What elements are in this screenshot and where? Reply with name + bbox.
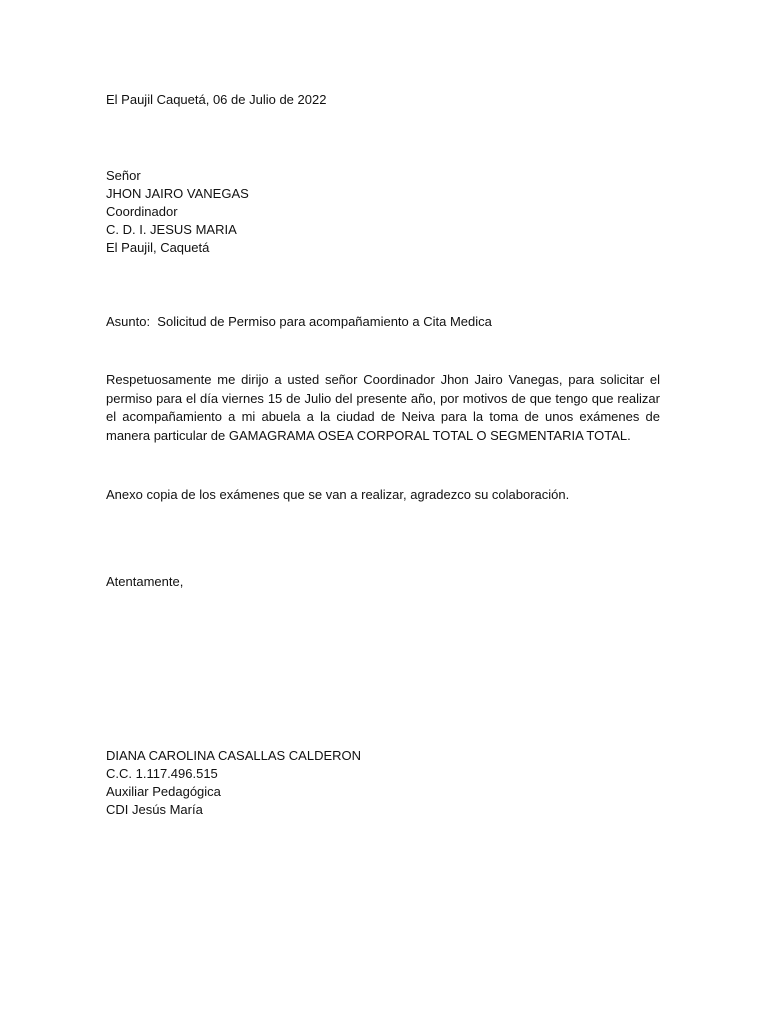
date-line [106,91,660,109]
signature-block [106,747,660,819]
subject-line [106,313,660,331]
subject-text: Asunto: Solicitud de Permiso para acompañamiento a Cita Medica [106,314,492,329]
recipient-block [106,167,660,257]
annex-paragraph [106,486,660,504]
closing-line [106,573,660,591]
recipient-position: Coordinador [106,204,178,219]
signer-id: C.C. 1.117.496.515 [106,766,218,781]
date-text: El Paujil Caquetá, 06 de Julio de 2022 [106,92,327,107]
body-text: Respetuosamente me dirijo a usted señor Coordinador Jhon Jairo Vanegas, para solicitar el permiso para el día viernes 15 de Julio del presente año, por motivos de que tengo que realizar el acompañamiento a mi abuela a la ciudad de Neiva para la toma de unos exámenes de manera particular de GAMAGRAMA OSEA CORPORAL TOTAL O SEGMENTARIA TOTAL. [106,372,660,443]
body-paragraph [106,371,660,445]
recipient-salutation: Señor [106,168,141,183]
recipient-name: JHON JAIRO VANEGAS [106,186,249,201]
recipient-location: El Paujil, Caquetá [106,240,210,255]
signer-role: Auxiliar Pedagógica [106,784,221,799]
annex-text: Anexo copia de los exámenes que se van a realizar, agradezco su colaboración. [106,487,570,502]
closing-text: Atentamente, [106,574,184,589]
signer-name: DIANA CAROLINA CASALLAS CALDERON [106,748,362,763]
recipient-institution: C. D. I. JESUS MARIA [106,222,237,237]
signer-institution: CDI Jesús María [106,802,203,817]
